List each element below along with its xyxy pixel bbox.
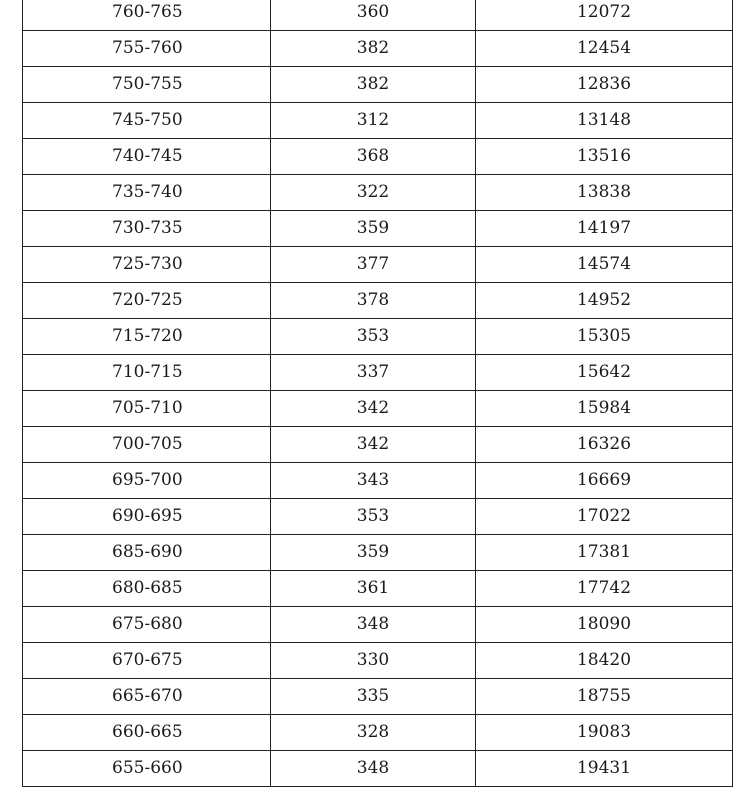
count-cell: 322	[271, 175, 476, 211]
count-cell: 342	[271, 427, 476, 463]
score-range-cell: 655-660	[23, 751, 271, 787]
score-range-cell: 705-710	[23, 391, 271, 427]
count-cell: 328	[271, 715, 476, 751]
table-row	[23, 247, 733, 283]
cumulative-cell: 14574	[476, 247, 733, 283]
count-cell: 312	[271, 103, 476, 139]
score-distribution-table	[22, 0, 733, 787]
table-row	[23, 643, 733, 679]
cumulative-cell: 19431	[476, 751, 733, 787]
count-cell: 377	[271, 247, 476, 283]
score-range-cell: 735-740	[23, 175, 271, 211]
score-table-container	[22, 0, 732, 787]
cumulative-cell: 14952	[476, 283, 733, 319]
count-cell: 353	[271, 499, 476, 535]
cumulative-cell: 15642	[476, 355, 733, 391]
table-row	[23, 139, 733, 175]
cumulative-cell: 19083	[476, 715, 733, 751]
count-cell: 330	[271, 643, 476, 679]
score-range-cell: 760-765	[23, 0, 271, 31]
table-row	[23, 391, 733, 427]
cumulative-cell: 12072	[476, 0, 733, 31]
score-range-cell: 670-675	[23, 643, 271, 679]
cumulative-cell: 18420	[476, 643, 733, 679]
table-row	[23, 715, 733, 751]
table-row	[23, 67, 733, 103]
count-cell: 343	[271, 463, 476, 499]
count-cell: 359	[271, 211, 476, 247]
cumulative-cell: 13838	[476, 175, 733, 211]
cumulative-cell: 13516	[476, 139, 733, 175]
count-cell: 382	[271, 31, 476, 67]
table-row	[23, 499, 733, 535]
table-row	[23, 319, 733, 355]
table-row	[23, 103, 733, 139]
table-row	[23, 31, 733, 67]
table-row	[23, 571, 733, 607]
count-cell: 348	[271, 751, 476, 787]
count-cell: 342	[271, 391, 476, 427]
cumulative-cell: 16669	[476, 463, 733, 499]
count-cell: 382	[271, 67, 476, 103]
score-range-cell: 750-755	[23, 67, 271, 103]
score-range-cell: 725-730	[23, 247, 271, 283]
count-cell: 359	[271, 535, 476, 571]
cumulative-cell: 15984	[476, 391, 733, 427]
cumulative-cell: 18090	[476, 607, 733, 643]
cumulative-cell: 18755	[476, 679, 733, 715]
score-range-cell: 680-685	[23, 571, 271, 607]
cumulative-cell: 17022	[476, 499, 733, 535]
score-range-cell: 685-690	[23, 535, 271, 571]
score-range-cell: 700-705	[23, 427, 271, 463]
score-range-cell: 710-715	[23, 355, 271, 391]
score-range-cell: 695-700	[23, 463, 271, 499]
cumulative-cell: 14197	[476, 211, 733, 247]
table-row	[23, 0, 733, 31]
count-cell: 361	[271, 571, 476, 607]
score-range-cell: 675-680	[23, 607, 271, 643]
table-row	[23, 283, 733, 319]
count-cell: 337	[271, 355, 476, 391]
score-range-cell: 730-735	[23, 211, 271, 247]
table-row	[23, 427, 733, 463]
table-row	[23, 751, 733, 787]
table-row	[23, 535, 733, 571]
table-row	[23, 175, 733, 211]
score-range-cell: 690-695	[23, 499, 271, 535]
cumulative-cell: 12454	[476, 31, 733, 67]
cumulative-cell: 13148	[476, 103, 733, 139]
table-row	[23, 607, 733, 643]
score-range-cell: 740-745	[23, 139, 271, 175]
count-cell: 378	[271, 283, 476, 319]
score-range-cell: 715-720	[23, 319, 271, 355]
count-cell: 335	[271, 679, 476, 715]
score-range-cell: 665-670	[23, 679, 271, 715]
table-row	[23, 211, 733, 247]
count-cell: 348	[271, 607, 476, 643]
score-range-cell: 755-760	[23, 31, 271, 67]
cumulative-cell: 16326	[476, 427, 733, 463]
score-range-cell: 720-725	[23, 283, 271, 319]
score-range-cell: 745-750	[23, 103, 271, 139]
table-body	[23, 0, 733, 787]
score-range-cell: 660-665	[23, 715, 271, 751]
table-row	[23, 463, 733, 499]
cumulative-cell: 17742	[476, 571, 733, 607]
count-cell: 368	[271, 139, 476, 175]
count-cell: 360	[271, 0, 476, 31]
cumulative-cell: 12836	[476, 67, 733, 103]
table-row	[23, 355, 733, 391]
count-cell: 353	[271, 319, 476, 355]
cumulative-cell: 15305	[476, 319, 733, 355]
cumulative-cell: 17381	[476, 535, 733, 571]
table-row	[23, 679, 733, 715]
